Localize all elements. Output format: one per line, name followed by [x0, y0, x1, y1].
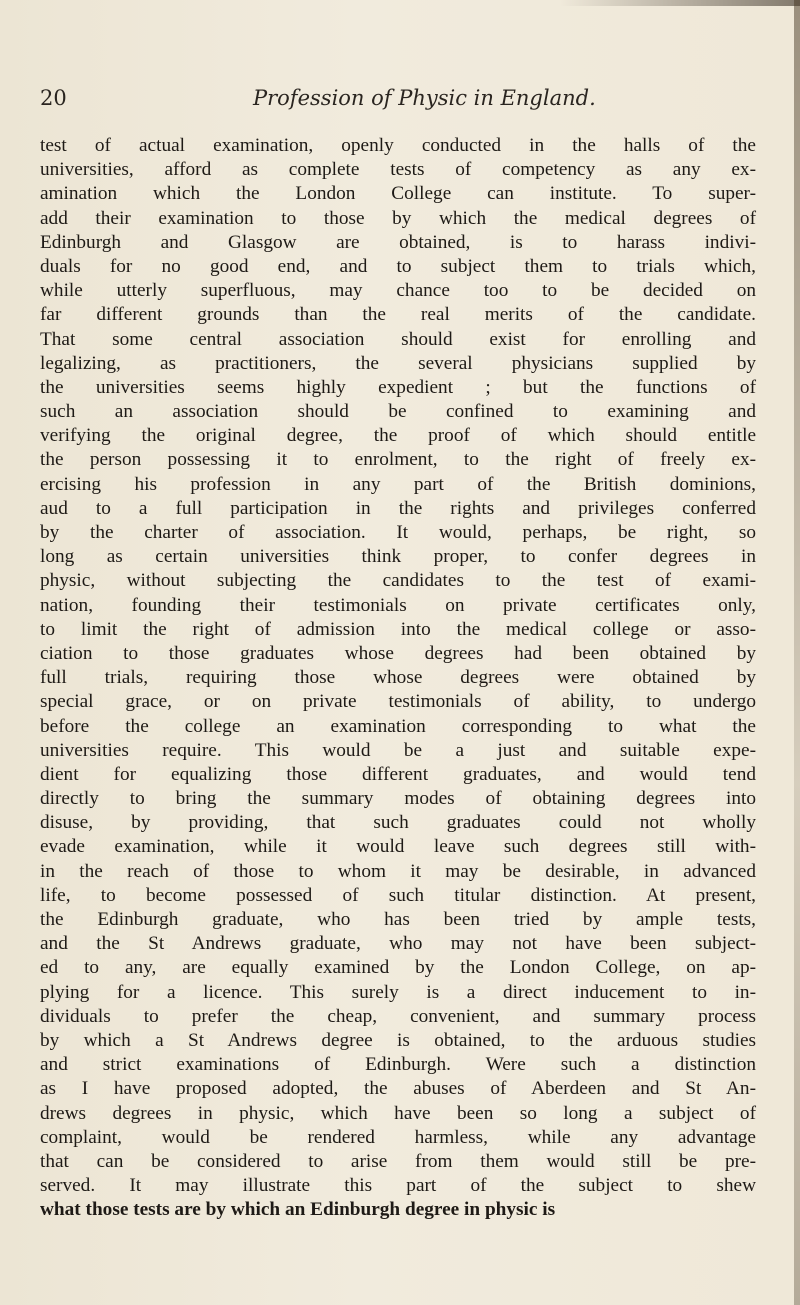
text-line: Edinburgh and Glasgow are obtained, is to harass indivi- [40, 231, 756, 253]
text-line: ciation to those graduates whose degrees had been obtained by [40, 642, 756, 664]
text-line: that can be considered to arise from them would still be pre- [40, 1150, 756, 1172]
text-line: aud to a full participation in the rights and privileges conferred [40, 497, 756, 519]
text-line: duals for no good end, and to subject them to trials which, [40, 255, 756, 277]
text-line: full trials, requiring those whose degrees were obtained by [40, 667, 756, 689]
text-line: while utterly superfluous, may chance too to be decided on [40, 280, 756, 302]
page-top-edge-shadow [560, 0, 800, 6]
text-line: ed to any, are equally examined by the London College, on ap- [40, 957, 756, 979]
page-right-edge-shadow [794, 0, 800, 1305]
text-line: and the St Andrews graduate, who may not have been subject- [40, 933, 756, 955]
running-title: Profession of Physic in England. [253, 86, 596, 110]
text-line: disuse, by providing, that such graduates could not wholly [40, 812, 756, 834]
text-line: served. It may illustrate this part of the subject to shew [40, 1175, 756, 1197]
text-line: as I have proposed adopted, the abuses of Aberdeen and St An- [40, 1078, 756, 1100]
text-line: legalizing, as practitioners, the several physicians supplied by [40, 352, 756, 374]
text-line: such an association should be confined to examining and [40, 401, 756, 423]
text-line: dient for equalizing those different graduates, and would tend [40, 763, 756, 785]
text-line: the universities seems highly expedient ; but the functions of [40, 376, 756, 398]
text-line: special grace, or on private testimonials of ability, to undergo [40, 691, 756, 713]
text-line: directly to bring the summary modes of obtaining degrees into [40, 788, 756, 810]
text-line: the Edinburgh graduate, who has been tried by ample tests, [40, 909, 756, 930]
text-line: add their examination to those by which the medical degrees of [40, 207, 756, 229]
body-text [40, 134, 756, 1222]
text-line: amination which the London College can institute. To super- [40, 183, 756, 205]
text-line: long as certain universities think proper, to confer degrees in [40, 546, 756, 568]
text-line: far different grounds than the real merits of the candidate. [40, 304, 756, 326]
text-line: by the charter of association. It would, perhaps, be right, so [40, 522, 756, 543]
text-line: complaint, would be rendered harmless, while any advantage [40, 1126, 756, 1148]
text-line: test of actual examination, openly conducted in the halls of the [40, 135, 756, 156]
text-line: plying for a licence. This surely is a direct inducement to in- [40, 981, 756, 1003]
text-line: the person possessing it to enrolment, to the right of freely ex- [40, 449, 756, 471]
text-line: universities, afford as complete tests of competency as any ex- [40, 159, 756, 181]
text-line: what those tests are by which an Edinburgh degree in physic is [40, 1199, 556, 1221]
text-line: ercising his profession in any part of the British dominions, [40, 473, 756, 495]
text-line: dividuals to prefer the cheap, convenient, and summary process [40, 1005, 756, 1027]
text-line: nation, founding their testimonials on private certificates only, [40, 594, 756, 616]
text-line: verifying the original degree, the proof of which should entitle [40, 425, 756, 447]
text-line: to limit the right of admission into the medical college or asso- [40, 618, 756, 640]
text-line: That some central association should exist for enrolling and [40, 328, 756, 350]
text-line: universities require. This would be a just and suitable expe- [40, 739, 756, 761]
text-line: life, to become possessed of such titular distinction. At present, [40, 884, 756, 906]
text-line: in the reach of those to whom it may be desirable, in advanced [40, 860, 756, 882]
text-line: evade examination, while it would leave such degrees still with- [40, 836, 756, 858]
page-number: 20 [40, 86, 67, 110]
text-line: drews degrees in physic, which have been so long a subject of [40, 1102, 756, 1124]
text-line: and strict examinations of Edinburgh. Were such a distinction [40, 1054, 756, 1076]
page-header [40, 86, 770, 120]
text-line: before the college an examination corresponding to what the [40, 715, 756, 737]
text-line: physic, without subjecting the candidates to the test of exami- [40, 570, 756, 592]
text-line: by which a St Andrews degree is obtained, to the arduous studies [40, 1029, 756, 1051]
